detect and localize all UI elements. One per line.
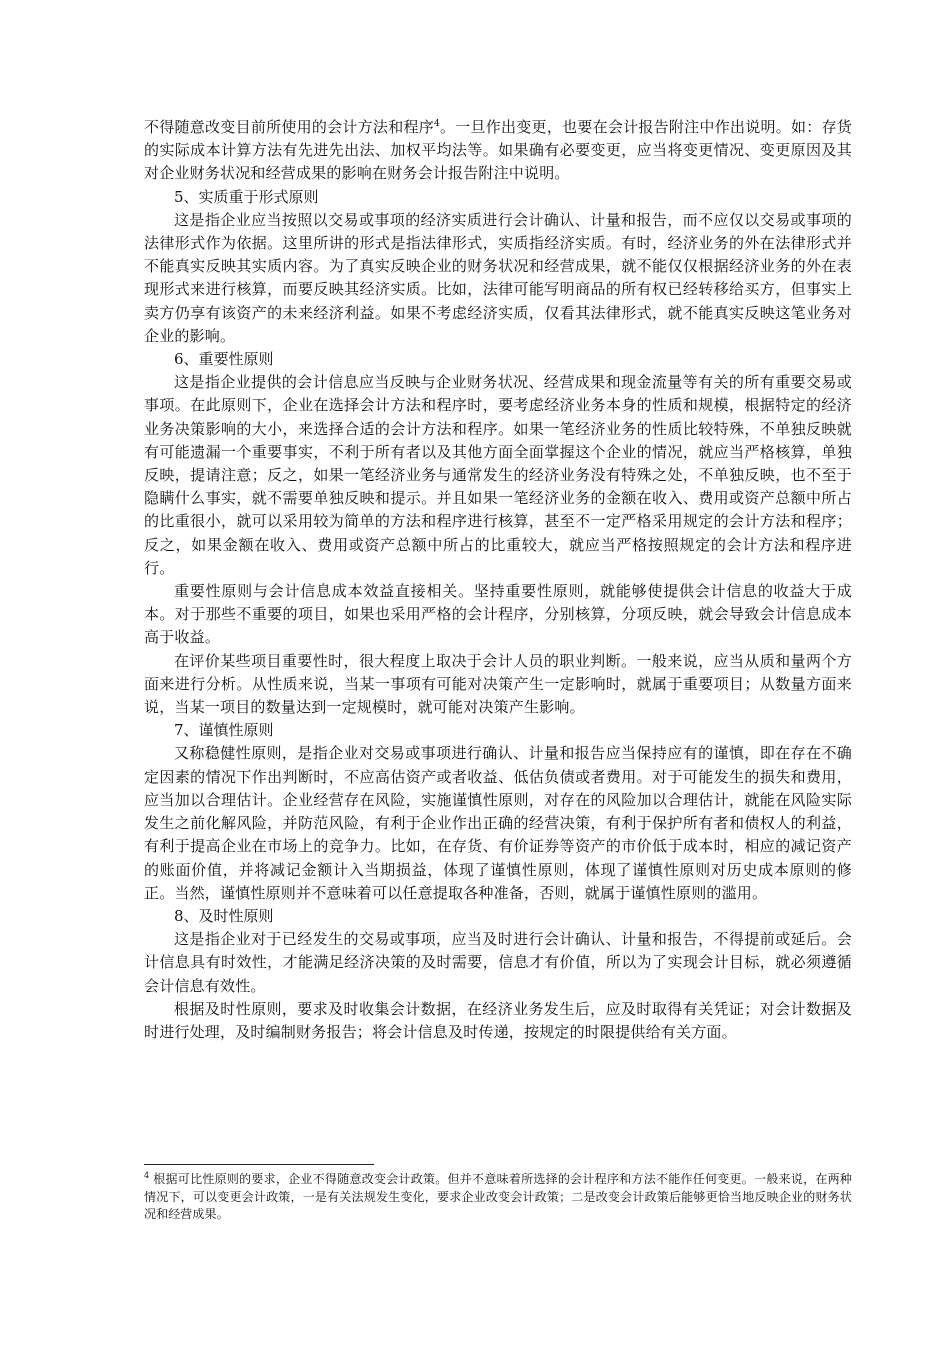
section-heading-materiality: 6、重要性原则 [174, 350, 274, 369]
section-heading-substance-over-form: 5、实质重于形式原则 [174, 187, 319, 206]
paragraph-text: 不得随意改变目前所使用的会计方法和程序 [144, 118, 434, 136]
section-heading-timeliness: 8、及时性原则 [174, 906, 274, 925]
footnote-mark: 4 [144, 1171, 150, 1180]
paragraph: 在评价某些项目重要性时，很大程度上取决于会计人员的职业判断。一般来说，应当从质和量两个方面来进行分析。从性质来说，当某一事项有可能对决策产生一定影响时，就属于重要项目；从数量方面来说，当某一项目的数量达到一定规模时，就可能对决策产生影响。 [144, 651, 852, 717]
paragraph: 又称稳健性原则，是指企业对交易或事项进行确认、计量和报告应当保持应有的谨慎，即在存在不确定因素的情况下作出判断时，不应高估资产或者收益、低估负债或者费用。对于可能发生的损失和费用，应当加以合理估计。企业经营存在风险，实施谨慎性原则，对存在的风险加以合理估计，就能在风险实际发生之前化解风险，并防范风险，有利于企业作出正确的经营决策，有利于保护所有者和债权人的利益，有利于提高企业在市场上的竞争力。比如，在存货、有价证券等资产的市价低于成本时，相应的减记资产的账面价值，并将减记金额计入当期损益，体现了谨慎性原则，体现了谨慎性原则对历史成本原则的修正。当然，谨慎性原则并不意味着可以任意提取各种准备，否则，就属于谨慎性原则的滥用。 [144, 744, 852, 902]
paragraph: 这是指企业应当按照以交易或事项的经济实质进行会计确认、计量和报告，而不应仅以交易或事项的法律形式作为依据。这里所讲的形式是指法律形式，实质指经济实质。有时，经济业务的外在法律形式并不能真实反映其实质内容。为了真实反映企业的财务状况和经营成果，就不能仅仅根据经济业务的外在表现形式来进行核算，而要反映其经济实质。比如，法律可能写明商品的所有权已经转移给买方，但事实上卖方仍享有该资产的未来经济利益。如果不考虑经济实质，仅看其法律形式，就不能真实反映这笔业务对企业的影响。 [144, 210, 852, 345]
paragraph-text: 。一旦作出变更，也要在会计报告附注中作出说明。如：存货的实际成本计算方法有先进先出法、加权平均法等。如果确有必要变更，应当将变更情况、变更原因及其对企业财务状况和经营成果的影响在财务会计报告附注中说明。 [144, 118, 852, 183]
footnote-ref[interactable]: 4 [433, 119, 440, 129]
paragraph: 重要性原则与会计信息成本效益直接相关。坚持重要性原则，就能够使提供会计信息的收益大于成本。对于那些不重要的项目，如果也采用严格的会计程序，分别核算，分项反映，就会导致会计信息成本高于收益。 [144, 582, 852, 647]
section-heading-prudence: 7、谨慎性原则 [174, 721, 274, 740]
footnote-divider [144, 1164, 374, 1165]
body-text [144, 116, 852, 1044]
footnote-text: 根据可比性原则的要求，企业不得随意改变会计政策。但并不意味着所选择的会计程序和方法不能作任何变更。一般来说，在两种情况下，可以变更会计政策，一是有关法规发生变化，要求企业改变会计政策；二是改变会计政策后能够更恰当地反映企业的财务状况和经营成果。 [144, 1172, 852, 1222]
footnote [144, 1171, 852, 1224]
footnote-area [144, 1164, 852, 1224]
paragraph: 根据及时性原则，要求及时收集会计数据，在经济业务发生后，应及时取得有关凭证；对会计数据及时进行处理，及时编制财务报告；将会计信息及时传递，按规定的时限提供给有关方面。 [144, 999, 852, 1041]
paragraph-continuation [144, 116, 852, 186]
paragraph: 这是指企业对于已经发生的交易或事项，应当及时进行会计确认、计量和报告，不得提前或延后。会计信息具有时效性，才能满足经济决策的及时需要，信息才有价值，所以为了实现会计目标，就必须遵循会计信息有效性。 [144, 930, 852, 995]
paragraph: 这是指企业提供的会计信息应当反映与企业财务状况、经营成果和现金流量等有关的所有重要交易或事项。在此原则下，企业在选择会计方法和程序时，要考虑经济业务本身的性质和规模，根据特定的经济业务决策影响的大小，来选择合适的会计方法和程序。如果一笔经济业务的性质比较特殊，不单独反映就有可能遗漏一个重要事实，不利于所有者以及其他方面全面掌握这个企业的情况，就应当严格核算，单独反映，提请注意；反之，如果一笔经济业务与通常发生的经济业务没有特殊之处，不单独反映，也不至于隐瞒什么事实，就不需要单独反映和提示。并且如果一笔经济业务的金额在收入、费用或资产总额中所占的比重很小，就可以采用较为简单的方法和程序进行核算，甚至不一定严格采用规定的会计方法和程序；反之，如果金额在收入、费用或资产总额中所占的比重较大，就应当严格按照规定的会计方法和程序进行。 [144, 373, 852, 577]
